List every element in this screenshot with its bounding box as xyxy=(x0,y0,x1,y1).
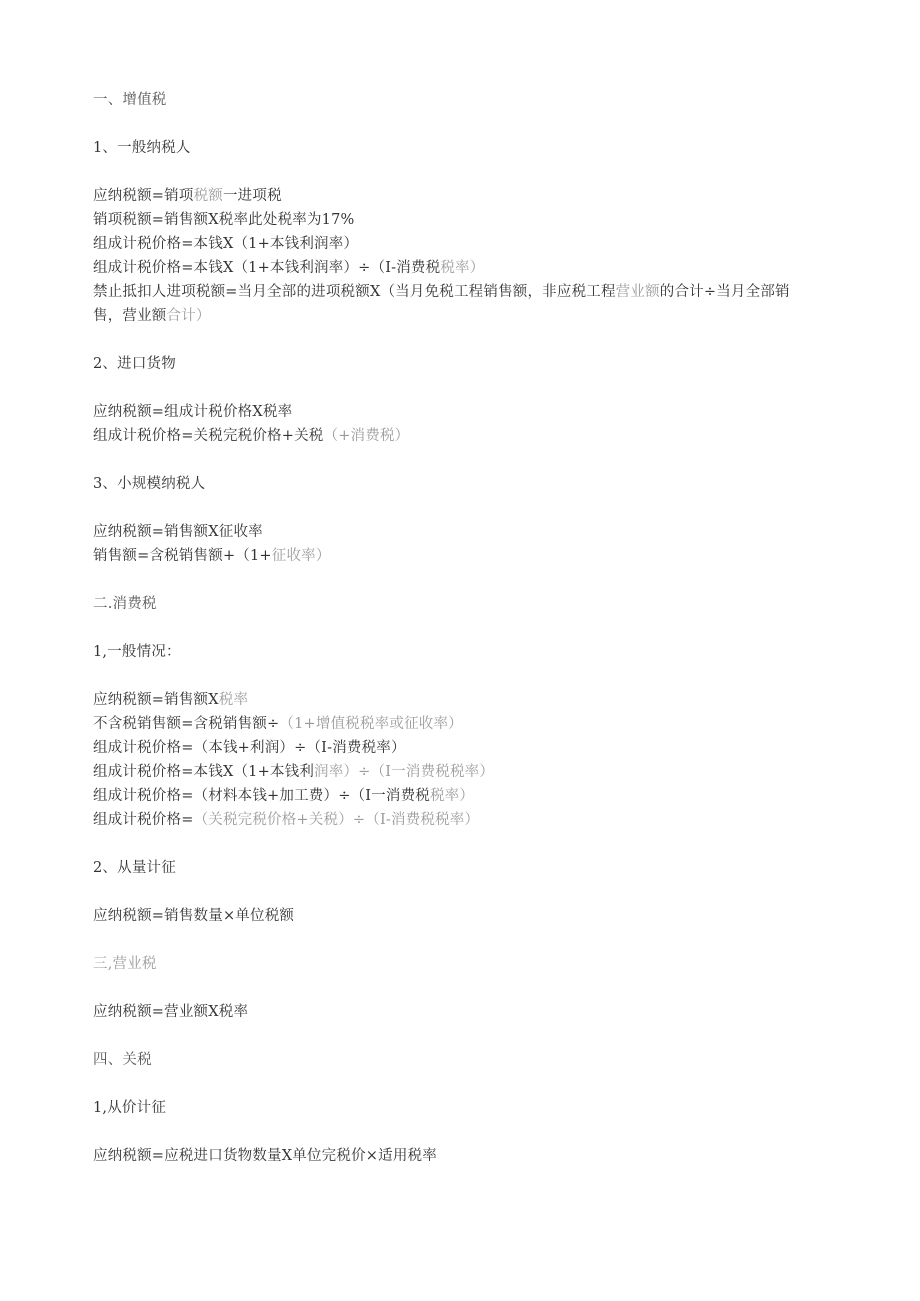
vat-small-formula-1: 应纳税额=销售额X征收率 xyxy=(93,524,263,540)
consumption-general-heading: 1,一般情况： xyxy=(93,644,181,660)
vat-general-formula-4: 组成计税价格=本钱X（1+本钱利润率）÷（I-消费税税率） xyxy=(93,260,485,276)
customs-adval-heading: 1,从价计征 xyxy=(93,1100,167,1116)
vat-import-heading: 2、进口货物 xyxy=(93,356,176,372)
vat-general-heading: 1、一般纳税人 xyxy=(93,140,191,156)
consumption-specific-heading: 2、从量计征 xyxy=(93,860,176,876)
consumption-formula-4: 组成计税价格=本钱X（1+本钱利润率）÷（I一消费税税率） xyxy=(93,764,495,780)
vat-small-heading: 3、小规模纳税人 xyxy=(93,476,206,492)
vat-general-formula-2: 销项税额=销售额X税率此处税率为17% xyxy=(93,212,355,228)
document-page xyxy=(93,88,833,1168)
consumption-formula-6: 组成计税价格=（关税完税价格+关税）÷（I-消费税税率） xyxy=(93,812,480,828)
vat-general-formula-5: 禁止抵扣人进项税额=当月全部的进项税额X（当月免税工程销售额，非应税工程营业额的合计÷当月全部销售，营业额合计） xyxy=(93,284,790,324)
vat-general-formula-1: 应纳税额=销项税额一进项税 xyxy=(93,188,282,204)
vat-general-formula-3: 组成计税价格=本钱X（1+本钱利润率） xyxy=(93,236,359,252)
vat-import-formula-1: 应纳税额=组成计税价格X税率 xyxy=(93,404,293,420)
vat-heading: 一、增值税 xyxy=(93,92,167,108)
consumption-heading: 二.消费税 xyxy=(93,596,157,612)
business-formula-1: 应纳税额=营业额X税率 xyxy=(93,1004,249,1020)
business-heading: 三,营业税 xyxy=(93,956,157,972)
consumption-formula-2: 不含税销售额=含税销售额÷（1+增值税税率或征收率） xyxy=(93,716,463,732)
consumption-specific-formula-1: 应纳税额=销售数量×单位税额 xyxy=(93,908,295,924)
consumption-formula-1: 应纳税额=销售额X税率 xyxy=(93,692,249,708)
vat-small-formula-2: 销售额=含税销售额+（1+征收率） xyxy=(93,548,331,564)
vat-import-formula-2: 组成计税价格=关税完税价格+关税（+消费税） xyxy=(93,428,410,444)
consumption-formula-5: 组成计税价格=（材料本钱+加工费）÷（I一消费税税率） xyxy=(93,788,475,804)
consumption-formula-3: 组成计税价格=（本钱+利润）÷（I-消费税率） xyxy=(93,740,406,756)
customs-heading: 四、关税 xyxy=(93,1052,152,1068)
customs-adval-formula-1: 应纳税额=应税进口货物数量X单位完税价×适用税率 xyxy=(93,1148,437,1164)
